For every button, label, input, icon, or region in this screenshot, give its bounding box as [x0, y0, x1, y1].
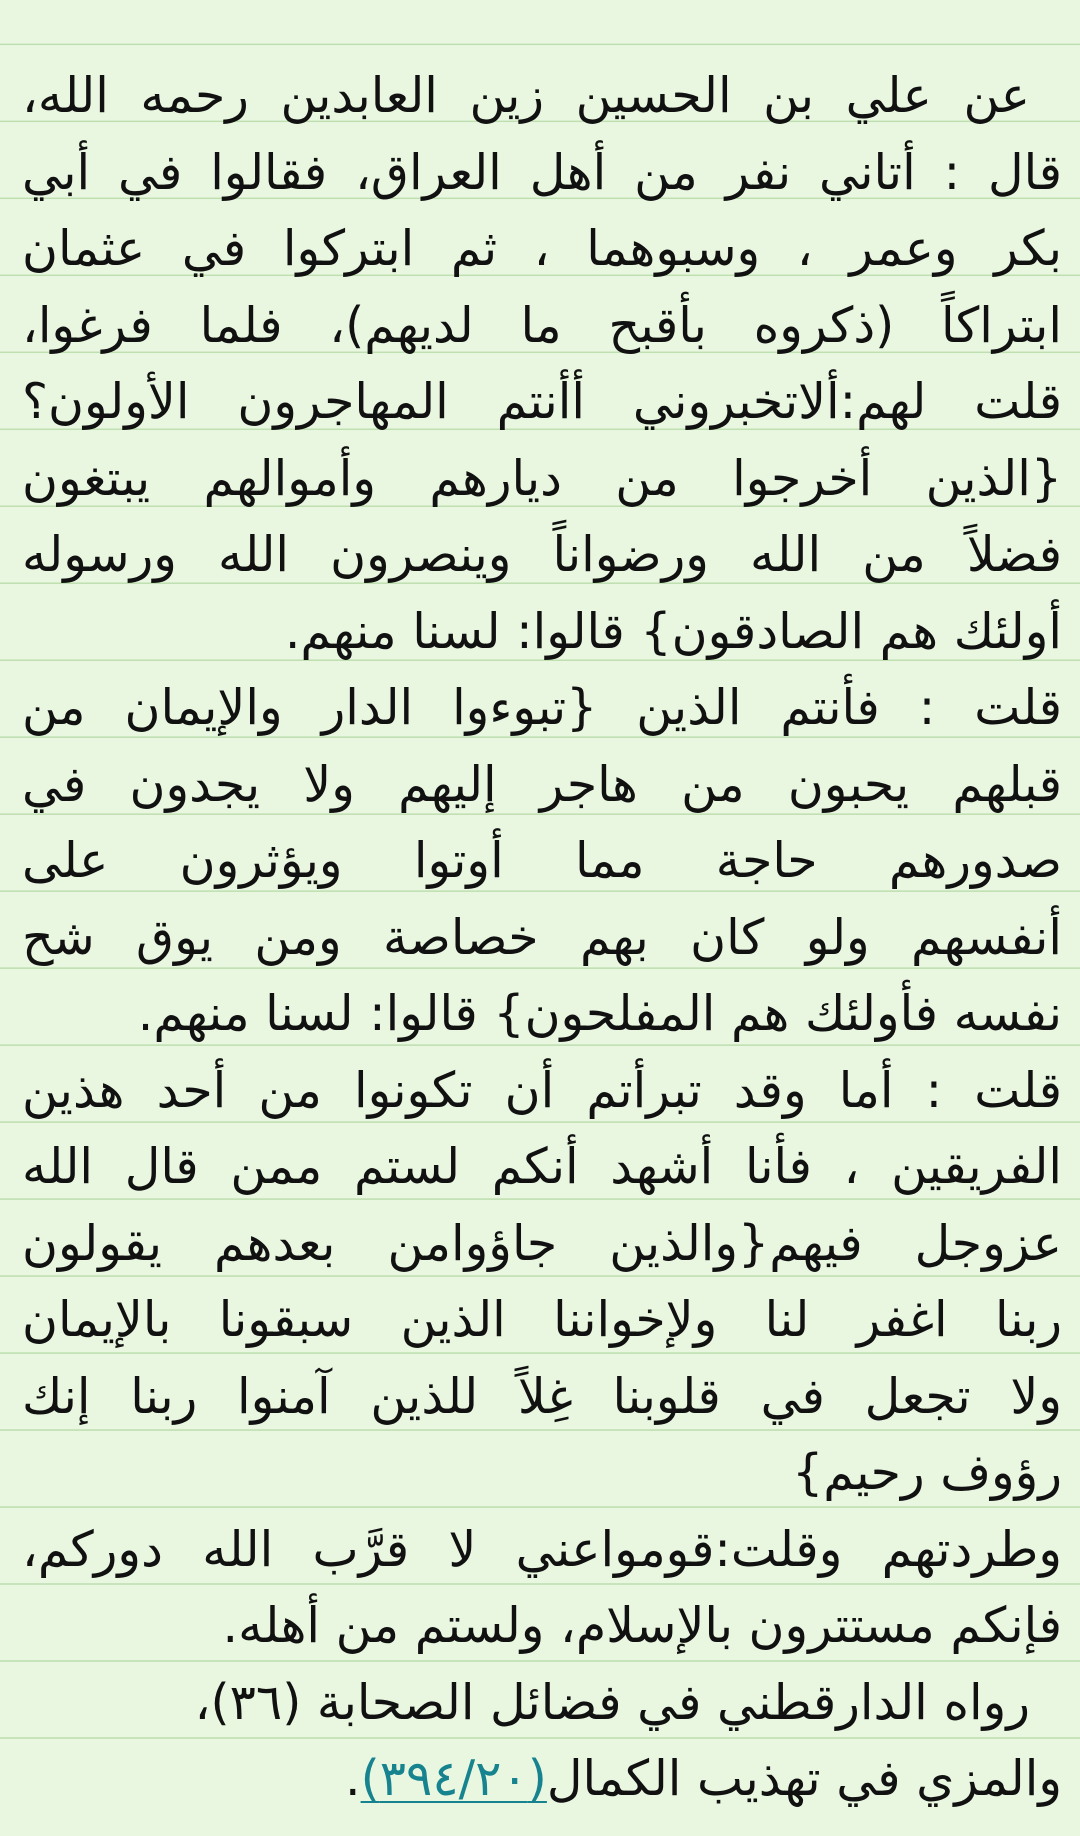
- text-line: ربنا اغفر لنا ولإخواننا الذين سبقونا بالإيمان: [22, 1291, 1062, 1348]
- hadith-text: [22, 58, 1062, 1818]
- text-line: ابتراكاً (ذكروه بأقبح ما لديهم)، فلما فرغوا،: [22, 296, 1062, 354]
- text-line: قبلهم يحبون من هاجر إليهم ولا يجدون في: [22, 755, 1062, 813]
- text-line: أنفسهم ولو كان بهم خصاصة ومن يوق شح: [22, 908, 1062, 966]
- text-line: {الذين أخرجوا من ديارهم وأموالهم يبتغون: [22, 449, 1062, 507]
- text-line: نفسه فأولئك هم المفلحون} قالوا: لسنا منهم.: [137, 985, 1062, 1042]
- citation-line: [22, 1741, 1062, 1818]
- text-line: قلت : أما وقد تبرأتم أن تكونوا من أحد هذين: [22, 1061, 1062, 1119]
- reference-link[interactable]: (٣٩٤/٢٠): [360, 1750, 547, 1807]
- text-line: عن علي بن الحسين زين العابدين رحمه الله،: [22, 67, 1030, 124]
- text-line: رواه الدارقطني في فضائل الصحابة (٣٦)،: [194, 1673, 1030, 1731]
- citation-text: والمزي في تهذيب الكمال: [546, 1750, 1062, 1807]
- text-line: فإنكم مستترون بالإسلام، ولستم من أهله.: [222, 1597, 1062, 1654]
- text-line: بكر وعمر ، وسبوهما ، ثم ابتركوا في عثمان: [22, 220, 1062, 277]
- final-period: .: [344, 1750, 361, 1807]
- text-line: صدورهم حاجة مما أوتوا ويؤثرون على: [22, 832, 1062, 889]
- text-line: ولا تجعل في قلوبنا غِلاً للذين آمنوا ربنا إنك: [22, 1367, 1062, 1425]
- text-line: فضلاً من الله ورضواناً وينصرون الله ورسوله: [22, 526, 1062, 583]
- text-line: أولئك هم الصادقون} قالوا: لسنا منهم.: [284, 602, 1062, 660]
- text-line: الفريقين ، فأنا أشهد أنكم لستم ممن قال الله: [22, 1138, 1062, 1195]
- text-line: قلت لهم:ألاتخبروني أأنتم المهاجرون الأولون؟: [22, 373, 1062, 430]
- text-line: رؤوف رحيم}: [792, 1444, 1062, 1501]
- text-line: قال : أتاني نفر من أهل العراق، فقالوا في أبي: [22, 143, 1062, 201]
- text-line: قلت : فأنتم الذين {تبوءوا الدار والإيمان من: [22, 679, 1062, 736]
- text-line: عزوجل فيهم{والذين جاؤوامن بعدهم يقولون: [22, 1214, 1062, 1272]
- text-line: وطردتهم وقلت:قومواعني لا قرَّب الله دوركم،: [22, 1520, 1062, 1578]
